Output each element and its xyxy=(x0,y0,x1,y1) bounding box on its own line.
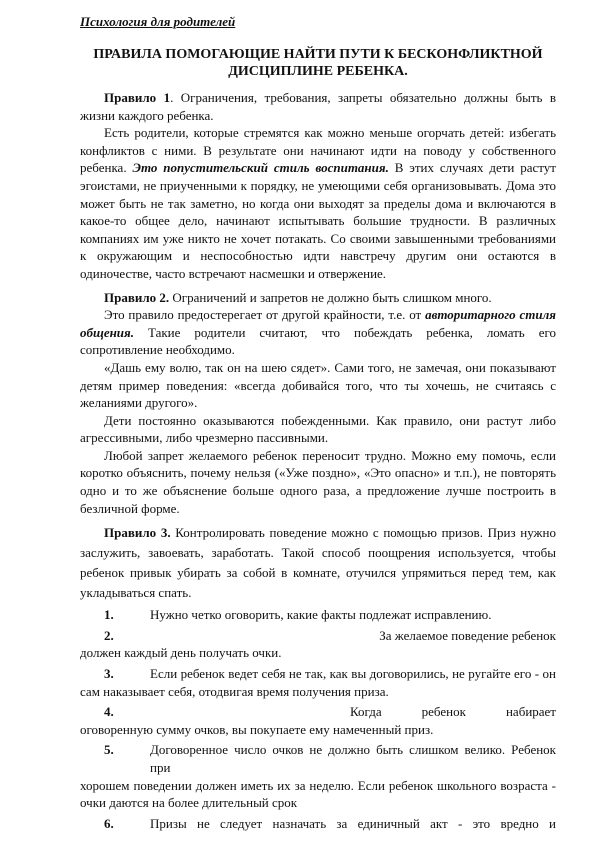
list-item-number: 5. xyxy=(104,742,114,758)
list-item-text: За желаемое поведение ребенок xyxy=(379,627,556,643)
rule3-paragraph xyxy=(80,523,556,603)
list-item-text: Когда ребенок набирает xyxy=(350,704,556,720)
list-item-number: 1. xyxy=(104,607,114,623)
permissive-style-term: Это попустительский стиль воспитания. xyxy=(132,160,389,176)
authoritarian-style-term: авторитарного стиля общения. xyxy=(80,307,556,340)
list-item-number: 6. xyxy=(104,815,114,831)
rule1-explanation-part1: Есть родители, которые стремятся как можно меньше огорчать детей: избегать конфликтов с ними. В результате они начинают идти на поводу у собственного ребенка. xyxy=(80,125,556,176)
rule2-prohibition-paragraph: Любой запрет желаемого ребенок переносит трудно. Можно ему помочь, если коротко объяснить, почему нельзя («Уже поздно», «Это опасно» и т.п.), не повторять одно и то же объяснение больше одного раза, а предложение лучше построить в безличной форме. xyxy=(80,447,556,516)
rule2-explanation-part2: Такие родители считают, что побеждать ребенка, ломать его сопротивление необходимо. xyxy=(80,324,556,358)
list-item xyxy=(80,606,556,624)
list-item-text: Призы не следует назначать за единичный акт - это вредно и xyxy=(150,815,556,831)
rule2-defeated-paragraph: Дети постоянно оказываются побежденными. Как правило, они растут либо агрессивными, либо чрезмерно пассивными. xyxy=(80,412,556,446)
list-item-continuation: сам наказывает себя, отодвигая время получения приза. xyxy=(80,683,389,699)
rule1-label: Правило 1 xyxy=(104,90,171,105)
rule1-paragraph xyxy=(80,89,556,124)
rule3-label: Правило 3. xyxy=(104,525,171,541)
list-item xyxy=(80,815,556,833)
list-item-number: 4. xyxy=(104,704,114,720)
list-item-continuation: хорошем поведении должен иметь их за неделю. Если ребенок школьного возраста - очки даются на более длительный срок xyxy=(80,777,556,811)
list-item-text: Договоренное число очков не должно быть слишком велико. Ребенок при xyxy=(150,742,556,775)
list-item xyxy=(80,665,556,700)
rule2-explanation-part1: Это правило предостерегает от другой крайности, т.е. от xyxy=(104,307,426,323)
rule1-explanation xyxy=(80,124,556,282)
rule1-explanation-part2: В этих случаях дети растут эгоистами, не приученными к порядку, не умеющими себя организовывать. Дома это может быть не так заметно, но когда они выходят за пределы дома и включаются в какое-то общее дело, начинают испытывать большие трудности. В различных компаниях им уже никто не хочет потакать. Со своими завышенными требованиями к окружающим и неспособностью идти навстречу другим они остаются в одиночестве, часто встречают насмешки и отвержение. xyxy=(80,160,556,281)
document-body xyxy=(80,89,556,832)
list-item-continuation: оговоренную сумму очков, вы покупаете ему намеченный приз. xyxy=(80,721,434,737)
rule3-text: Контролировать поведение можно с помощью призов. Приз нужно заслужить, завоевать, заработать. Такой способ поощрения используется, чтобы ребенок привык убирать за собой в комнате, отучился упрямиться перед тем, как укладываться спать. xyxy=(80,525,556,601)
list-item xyxy=(80,741,556,811)
list-item xyxy=(80,627,556,662)
rule2-explanation xyxy=(80,306,556,359)
rule1-text: . Ограничения, требования, запреты обязательно должны быть в жизни каждого ребенка. xyxy=(80,90,556,123)
list-item-number: 2. xyxy=(104,627,114,643)
list-item-text: Если ребенок ведет себя не так, как вы договорились, не ругайте его - он xyxy=(150,666,556,682)
list-item-number: 3. xyxy=(104,666,114,682)
rule2-text: Ограничений и запретов не должно быть слишком много. xyxy=(169,289,492,305)
document-title: ПРАВИЛА ПОМОГАЮЩИЕ НАЙТИ ПУТИ К БЕСКОНФЛИКТНОЙ ДИСЦИПЛИНЕ РЕБЕНКА. xyxy=(93,47,543,79)
list-item-continuation: должен каждый день получать очки. xyxy=(80,645,282,661)
section-header: Психология для родителей xyxy=(80,14,236,29)
rule2-paragraph xyxy=(80,289,556,307)
list-item xyxy=(80,703,556,738)
rule2-quote-paragraph: «Дашь ему волю, так он на шею сядет». Сами того, не замечая, они показывают детям пример поведения: «всегда добивайся того, что ты хочешь, не считаясь с желаниями другого». xyxy=(80,359,556,411)
list-item-text: Нужно четко оговорить, какие факты подлежат исправлению. xyxy=(150,607,492,623)
rule2-label: Правило 2. xyxy=(104,289,170,305)
